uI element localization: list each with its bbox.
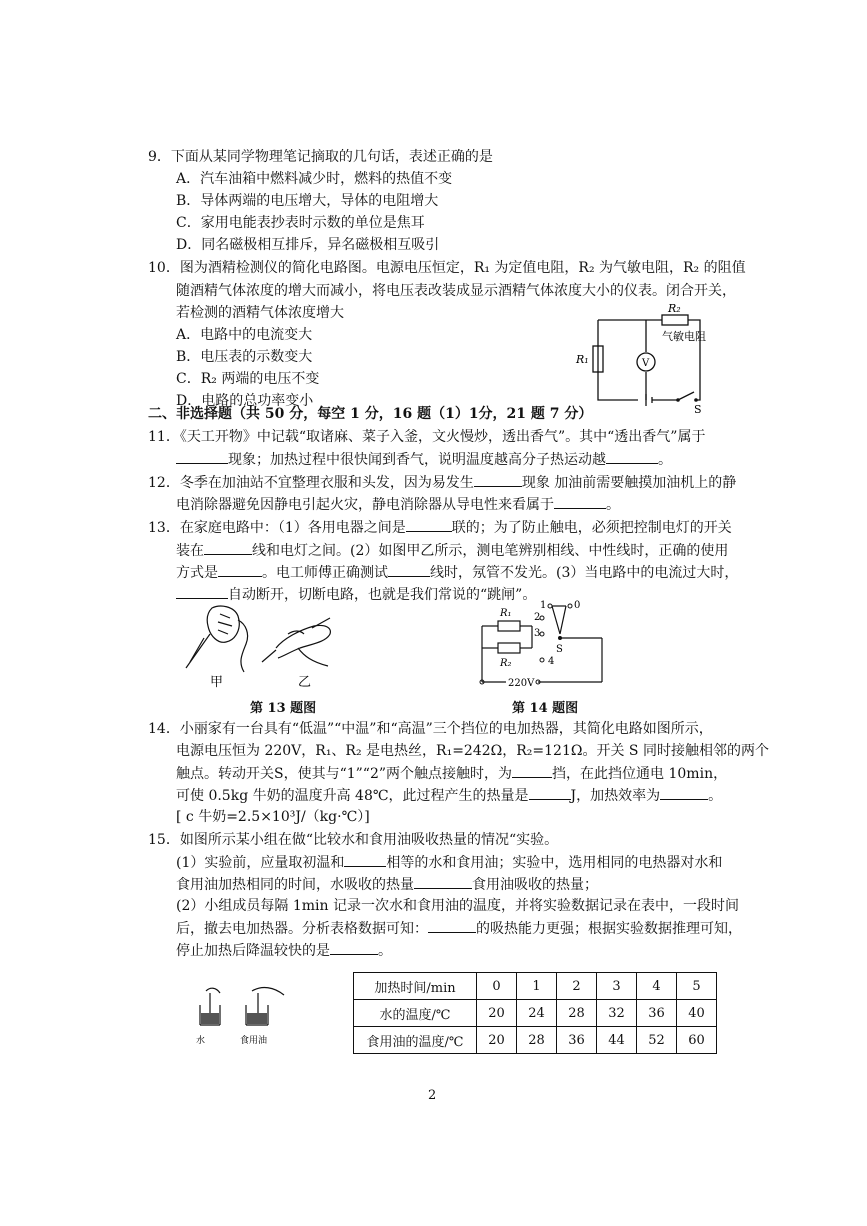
- q14-line-5: [ c 牛奶=2.5×10³J/（kg·℃）]: [176, 809, 370, 825]
- table-header-cell: 4: [637, 973, 677, 1000]
- q15-line-4: (2）小组成员每隔 1min 记录一次水和食用油的温度，并将实验数据记录在表中，一段时间: [176, 898, 739, 914]
- table-cell: 36: [557, 1027, 597, 1054]
- q15-line-5: 后，撤去电加热器。分析表格数据可知： 的吸热能力更强；根据实验数据推理可知，: [176, 918, 742, 939]
- q11-line-1: 11．《天工开物》中记载“取诸麻、菜子入釜，文火慢炒，透出香气”。其中“透出香气”属于: [148, 429, 706, 445]
- table-header-cell: 2: [557, 973, 597, 1000]
- q13-line-1: 13．在家庭电路中：（1）各用电器之间是 联的；为了防止触电，必须把控制电灯的开关: [148, 517, 732, 538]
- q13-line-4: 自动断开，切断电路，也就是我们常说的“跳闸”。: [176, 584, 536, 605]
- q10-r1-label: R₁: [576, 353, 589, 366]
- table-header-cell: 3: [597, 973, 637, 1000]
- q12-blank-1[interactable]: [474, 472, 522, 487]
- table-cell: 28: [557, 1000, 597, 1027]
- fig14-r1-label: R₁: [500, 608, 512, 619]
- q15-blank-3[interactable]: [428, 918, 476, 933]
- table-header-cell: 加热时间/min: [354, 973, 477, 1000]
- q14-line-1: 14．小丽家有一台具有“低温”“中温”和“高温”三个挡位的电加热器，其简化电路如图所示，: [148, 721, 713, 737]
- table-header-row: [354, 973, 717, 1000]
- q14-blank-3[interactable]: [660, 785, 708, 800]
- q10-option-a: A．电路中的电流变大: [176, 327, 313, 343]
- q10-circuit-diagram: [570, 300, 720, 415]
- heater-circuit-diagram: [470, 598, 610, 690]
- table-header-cell: 0: [477, 973, 517, 1000]
- table-cell: 20: [477, 1000, 517, 1027]
- table-row: [354, 1000, 717, 1027]
- fig14-contact-1: 1: [540, 600, 547, 611]
- table-header-cell: 5: [677, 973, 717, 1000]
- q10-stem-1: 10．图为酒精检测仪的简化电路图。电源电压恒定，R₁ 为定值电阻，R₂ 为气敏电阻，R₂ 的阻值: [148, 260, 746, 276]
- q9-option-b: B．导体两端的电压增大，导体的电阻增大: [176, 193, 439, 209]
- fig15-water-label: 水: [196, 1036, 206, 1046]
- q11-line-2: 现象；加热过程中很快闻到香气，说明温度越高分子热运动越 。: [176, 449, 672, 470]
- table-cell: 36: [637, 1000, 677, 1027]
- section-heading: 二、非选择题（共 50 分，每空 1 分，16 题（1）1分，21 题 7 分）: [148, 406, 593, 422]
- table-cell: 20: [477, 1027, 517, 1054]
- q14-blank-1[interactable]: [512, 763, 552, 778]
- q12-line-2: 电消除器避免因静电引起火灾，静电消除器从导电性来看属于 。: [176, 494, 620, 515]
- q12-blank-2[interactable]: [554, 494, 606, 509]
- q14-line-2: 电源电压恒为 220V，R₁、R₂ 是电热丝，R₁=242Ω，R₂=121Ω。开关 S 同时接触相邻的两个: [176, 743, 769, 759]
- table-cell: 40: [677, 1000, 717, 1027]
- q10-voltmeter-label: V: [642, 358, 650, 369]
- q13-blank-3[interactable]: [218, 562, 262, 577]
- table-cell: 32: [597, 1000, 637, 1027]
- q9-option-a: A．汽车油箱中燃料减少时，燃料的热值不变: [176, 171, 453, 187]
- q13-blank-2[interactable]: [204, 540, 252, 555]
- q11-blank-1[interactable]: [176, 449, 228, 464]
- fig14-contact-3: 3: [534, 628, 541, 639]
- table-cell: 44: [597, 1027, 637, 1054]
- q15-blank-1[interactable]: [344, 852, 386, 867]
- q9-option-d: D．同名磁极相互排斥，异名磁极相互吸引: [176, 237, 440, 253]
- q15-blank-2[interactable]: [414, 874, 472, 889]
- q13-blank-5[interactable]: [176, 584, 228, 599]
- q13-blank-1[interactable]: [406, 517, 452, 532]
- fig15-oil-label: 食用油: [240, 1036, 268, 1046]
- temperature-table: [353, 972, 717, 1054]
- fig14-voltage-label: 220V: [508, 678, 535, 689]
- q10-r2-label: R₂: [668, 302, 681, 315]
- q15-line-2: (1）实验前，应量取初温和 相等的水和食用油；实验中，选用相同的电热器对水和: [176, 852, 722, 873]
- q14-line-3: 触点。转动开关S，使其与“1”“2”两个触点接触时，为 挡，在此挡位通电 10min，: [176, 763, 727, 784]
- q10-switch-label: S: [694, 403, 702, 416]
- q10-option-b: B．电压表的示数变大: [176, 349, 313, 365]
- q9-stem: 9．下面从某同学物理笔记摘取的几句话，表述正确的是: [148, 149, 493, 165]
- q10-gas-resistor-label: 气敏电阻: [662, 330, 706, 343]
- q10-option-c: C．R₂ 两端的电压不变: [176, 371, 320, 387]
- test-pencil-illustration: [180, 600, 350, 690]
- fig14-switch-label: S: [556, 644, 563, 655]
- q14-blank-2[interactable]: [529, 785, 571, 800]
- table-cell: 食用油的温度/℃: [354, 1027, 477, 1054]
- q10-stem-2: 随酒精气体浓度的增大而减小，将电压表改装成显示酒精气体浓度大小的仪表。闭合开关，: [176, 283, 736, 299]
- beakers-illustration: [180, 985, 300, 1047]
- fig14-caption: 第 14 题图: [512, 701, 579, 716]
- table-cell: 水的温度/℃: [354, 1000, 477, 1027]
- fig14-contact-4: 4: [548, 656, 555, 667]
- q15-line-3: 食用油加热相同的时间，水吸收的热量 食用油吸收的热量；: [176, 874, 598, 895]
- q14-line-4: 可使 0.5kg 牛奶的温度升高 48℃，此过程产生的热量是 J，加热效率为 。: [176, 785, 722, 806]
- table-cell: 52: [637, 1027, 677, 1054]
- fig14-r2-label: R₂: [500, 658, 512, 669]
- q13-line-3: 方式是 。电工师傅正确测试 线时，氖管不发光。(3）当电路中的电流过大时，: [176, 562, 738, 583]
- fig14-contact-0: 0: [574, 600, 581, 611]
- table-header-cell: 1: [517, 973, 557, 1000]
- table-cell: 28: [517, 1027, 557, 1054]
- q11-blank-2[interactable]: [606, 449, 658, 464]
- q13-blank-4[interactable]: [388, 562, 430, 577]
- fig13-label-b: 乙: [298, 675, 312, 690]
- q9-option-c: C．家用电能表抄表时示数的单位是焦耳: [176, 215, 425, 231]
- page-number: 2: [428, 1088, 437, 1103]
- q10-option-d: D．电路的总功率变小: [176, 393, 314, 409]
- table-cell: 60: [677, 1027, 717, 1054]
- q13-line-2: 装在 线和电灯之间。(2）如图甲乙所示，测电笔辨别相线、中性线时，正确的使用: [176, 540, 728, 561]
- table-row: [354, 1027, 717, 1054]
- q15-line-6: 停止加热后降温较快的是 。: [176, 940, 392, 961]
- fig13-label-a: 甲: [210, 675, 224, 690]
- q15-line-1: 15．如图所示某小组在做“比较水和食用油吸收热量的情况“实验。: [148, 832, 559, 848]
- q15-blank-4[interactable]: [330, 940, 378, 955]
- table-cell: 24: [517, 1000, 557, 1027]
- fig14-contact-2: 2: [534, 612, 541, 623]
- q10-stem-3: 若检测的酒精气体浓度增大: [176, 305, 344, 321]
- q12-line-1: 12．冬季在加油站不宜整理衣服和头发，因为易发生 现象 加油前需要触摸加油机上的静: [148, 472, 736, 493]
- fig13-caption: 第 13 题图: [250, 701, 317, 716]
